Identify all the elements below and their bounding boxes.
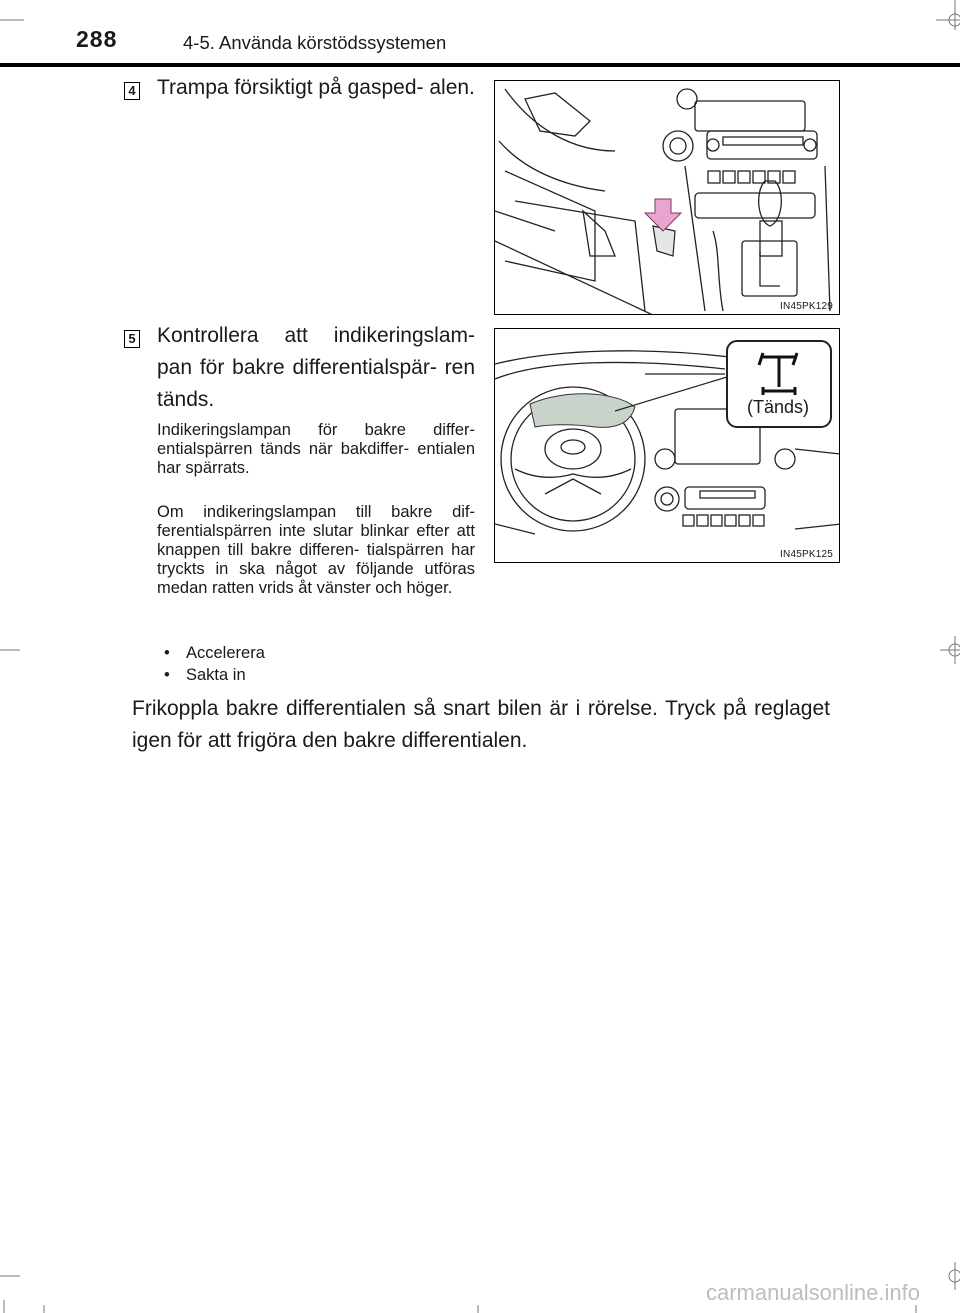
pedal-illustration: [495, 81, 840, 315]
step-4-text: Trampa försiktigt på gasped- alen.: [157, 76, 475, 99]
section-title: 4-5. Använda körstödssystemen: [183, 32, 447, 53]
note-1: Indikeringslampan för bakre differ- entialspärren tänds när bakdiffer- entialen har spärrats.: [157, 421, 475, 477]
callout-label: (Tänds): [746, 397, 809, 417]
bullet-dot: •: [164, 666, 170, 684]
page-number: 288: [76, 26, 118, 52]
figure-code: IN45PK125: [780, 549, 833, 560]
bullet-text: Sakta in: [186, 666, 246, 684]
step-5-text: Kontrollera att indikeringslam- pan för bakre differentialspär- ren tänds.: [157, 324, 475, 411]
site-watermark: carmanualsonline.info: [705, 1280, 920, 1305]
bullet-accelerate: [164, 642, 265, 664]
dashboard-illustration: [495, 329, 840, 563]
bullet-text: Accelerera: [186, 644, 265, 662]
bullet-dot: •: [164, 644, 170, 662]
figure-accelerator-pedal: [494, 80, 840, 315]
bullet-slow-down: [164, 664, 246, 686]
step-badge-5: 5: [124, 330, 140, 348]
figure-code: IN45PK129: [780, 301, 833, 312]
figure-indicator-lamp: [494, 328, 840, 563]
note-2: Om indikeringslampan till bakre dif- ferentialspärren inte slutar blinkar efter att knappen till bakre differen- tialspärren har tryckts in ska något av följande utföras medan ratten vrids åt vänster och höger.: [157, 503, 475, 597]
step-badge-4: 4: [124, 82, 140, 100]
closing-paragraph: Frikoppla bakre differentialen så snart bilen är i rörelse. Tryck på reglaget igen för att frigöra den bakre differentialen.: [132, 697, 830, 752]
header-rule: [0, 63, 960, 67]
